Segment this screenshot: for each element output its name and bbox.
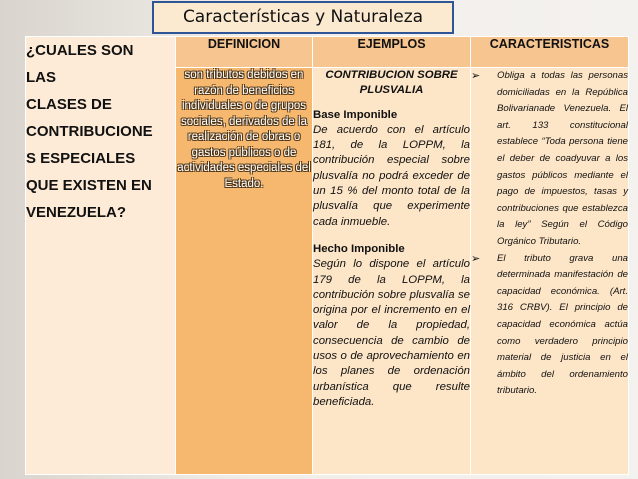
header-ejemplos: EJEMPLOS <box>313 37 471 68</box>
question-line: QUE EXISTEN EN <box>26 177 152 194</box>
question-line: CONTRIBUCIONE <box>26 123 153 140</box>
hecho-imponible-heading: Hecho Imponible <box>313 242 405 255</box>
base-imponible-heading: Base Imponible <box>313 108 398 121</box>
list-item <box>471 251 628 400</box>
caracteristicas-cell <box>471 68 629 475</box>
header-row <box>26 37 629 68</box>
hecho-imponible-text: Según lo dispone el artículo 179 de la LOPPM, la contribución sobre plusvalía se origina por el incremento en el valor de la propiedad, consecuencia de cambio de usos o de aprovechamiento en los planes de ordenación urbanística que resulte beneficiada. <box>313 258 470 408</box>
base-imponible-text: De acuerdo con el artículo 181, de la LOPPM, la contribución especial sobre plusvalía no podrá exceder de un 15 % del monto total de la plusvalía que experimente cada inmueble. <box>313 123 470 228</box>
caracteristica-text: Obliga a todas las personas domiciliadas en la República Bolivarianade Venezuela. El art. 133 constitucional establece “Toda persona tiene el deber de coadyuvar a los gastos públicos mediante el pago de impuestos, tasas y contribuciones que establezca la ley” Según el Código Orgánico Tributario. <box>497 70 628 247</box>
question-line: ¿CUALES SON <box>26 42 134 59</box>
question-line: CLASES DE <box>26 96 112 113</box>
ejemplo-title: CONTRIBUCION SOBRE PLUSVALIA <box>325 69 458 97</box>
caracteristica-text: El tributo grava una determinada manifestación de capacidad económica. (Art. 316 CRBV). El principio de capacidad económica actúa como verdadero principio material de justicia en el ámbito del ordenamiento tributario. <box>497 252 628 397</box>
arrow-bullet-icon: ➢ <box>471 70 481 82</box>
definicion-cell <box>176 68 313 475</box>
ejemplos-cell <box>313 68 471 475</box>
header-definicion: DEFINICION <box>176 37 313 68</box>
list-item <box>471 68 628 251</box>
characteristics-table <box>25 36 629 475</box>
question-line: VENEZUELA? <box>26 204 127 221</box>
slide-title: Características y Naturaleza <box>152 1 454 34</box>
definicion-text: son tributos debidos en razón de beneficios individuales o de grupos sociales, derivados de la realización de obras o gastos públicos o de actividades especiales del Estado. <box>177 69 311 190</box>
header-caracteristicas: CARACTERISTICAS <box>471 37 629 68</box>
question-line: S ESPECIALES <box>26 150 136 167</box>
arrow-bullet-icon: ➢ <box>471 252 481 265</box>
question-cell <box>26 37 176 475</box>
question-line: LAS <box>26 69 56 86</box>
